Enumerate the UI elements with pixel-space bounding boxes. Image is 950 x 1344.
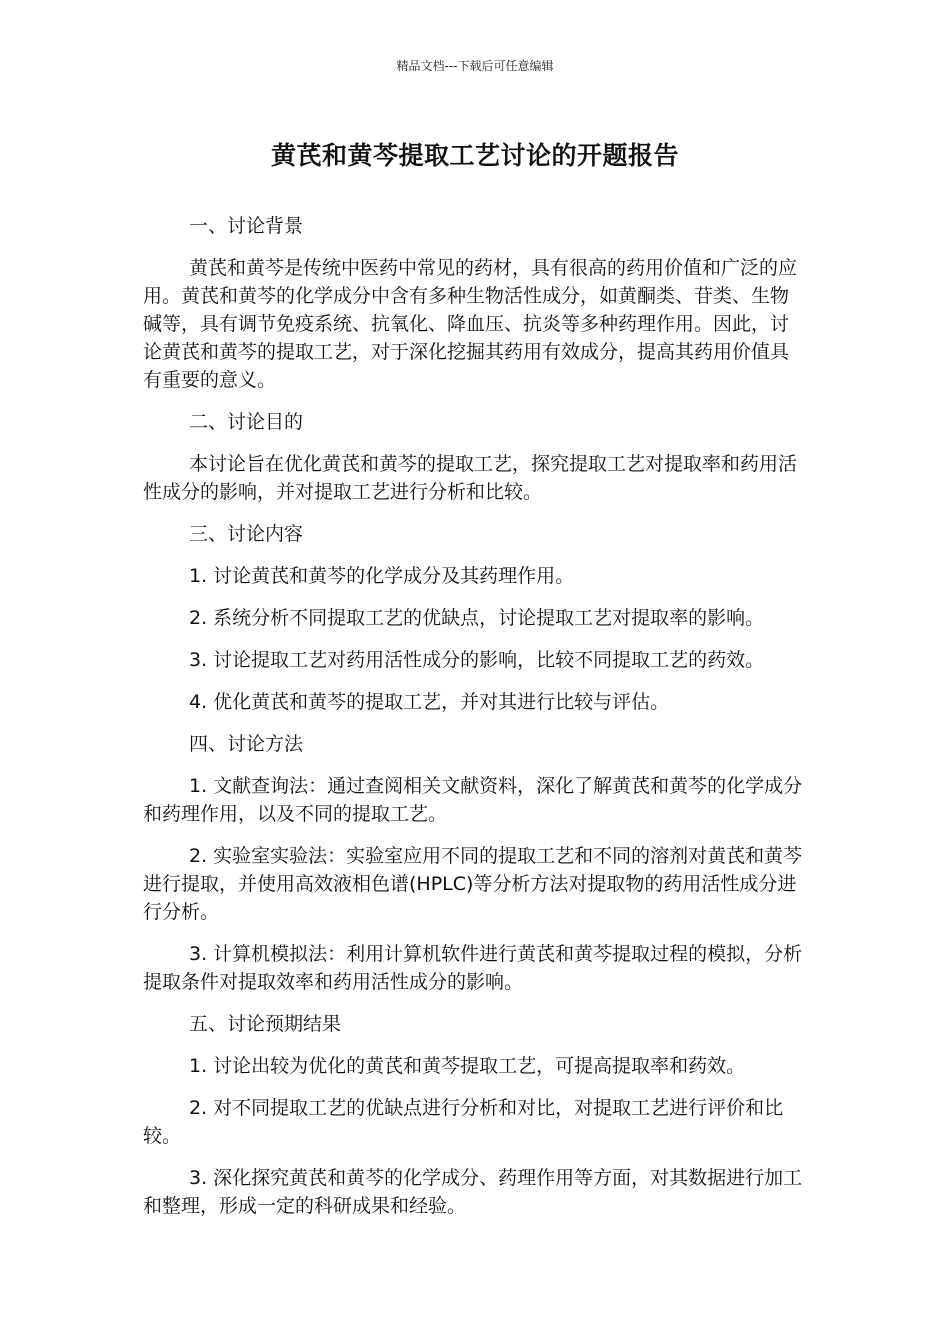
list-item: 1. 讨论黄芪和黄芩的化学成分及其药理作用。	[189, 565, 575, 587]
paragraph: 本讨论旨在优化黄芪和黄芩的提取工艺，探究提取工艺对提取率和药用活性成分的影响，并对提取工艺进行分析和比较。	[143, 453, 798, 503]
list-item: 1. 文献查询法：通过查阅相关文献资料，深化了解黄芪和黄芩的化学成分和药理作用，以及不同的提取工艺。	[143, 775, 803, 825]
list-item: 1. 讨论出较为优化的黄芪和黄芩提取工艺，可提高提取率和药效。	[189, 1055, 746, 1077]
document-body	[143, 212, 807, 1234]
list-item: 3. 讨论提取工艺对药用活性成分的影响，比较不同提取工艺的药效。	[189, 649, 765, 671]
list-item: 2. 实验室实验法：实验室应用不同的提取工艺和不同的溶剂对黄芪和黄芩进行提取，并使用高效液相色谱(HPLC)等分析方法对提取物的药用活性成分进行分析。	[143, 845, 803, 923]
section-heading: 二、讨论目的	[189, 411, 304, 433]
list-item: 3. 计算机模拟法：利用计算机软件进行黄芪和黄芩提取过程的模拟，分析提取条件对提取效率和药用活性成分的影响。	[143, 943, 803, 993]
section-heading: 四、讨论方法	[189, 733, 304, 755]
list-item: 2. 系统分析不同提取工艺的优缺点，讨论提取工艺对提取率的影响。	[189, 607, 765, 629]
page-header: 精品文档---下载后可任意编辑	[396, 59, 554, 73]
section-heading: 五、讨论预期结果	[189, 1013, 342, 1035]
paragraph: 黄芪和黄芩是传统中医药中常见的药材，具有很高的药用价值和广泛的应用。黄芪和黄芩的化学成分中含有多种生物活性成分，如黄酮类、苷类、生物碱等，具有调节免疫系统、抗氧化、降血压、抗炎等多种药理作用。因此，讨论黄芪和黄芩的提取工艺，对于深化挖掘其药用有效成分，提高其药用价值具有重要的意义。	[143, 257, 798, 391]
list-item: 2. 对不同提取工艺的优缺点进行分析和对比，对提取工艺进行评价和比较。	[143, 1097, 784, 1147]
section-heading: 一、讨论背景	[189, 215, 304, 237]
list-item: 3. 深化探究黄芪和黄芩的化学成分、药理作用等方面，对其数据进行加工和整理，形成一定的科研成果和经验。	[143, 1167, 803, 1217]
document-title: 黄芪和黄芩提取工艺讨论的开题报告	[270, 141, 679, 170]
section-heading: 三、讨论内容	[189, 523, 304, 545]
list-item: 4. 优化黄芪和黄芩的提取工艺，并对其进行比较与评估。	[189, 691, 670, 713]
